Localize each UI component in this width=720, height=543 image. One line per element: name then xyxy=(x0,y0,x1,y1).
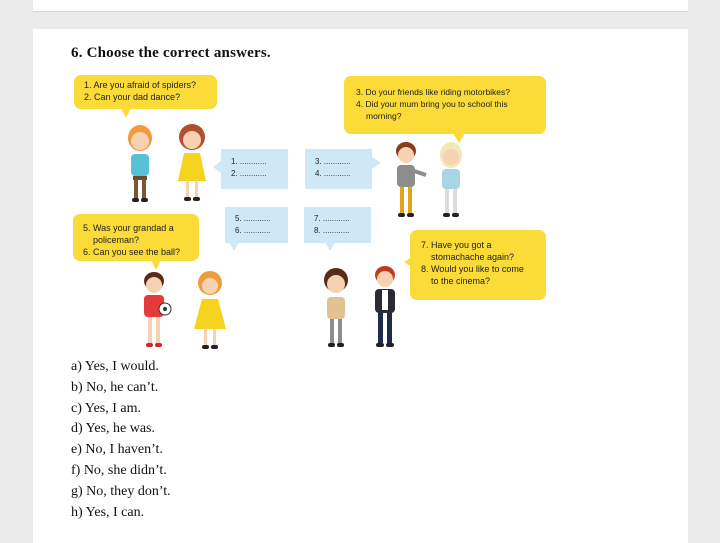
boy-grey-jacket-illustration xyxy=(388,141,428,223)
speech-bubble-questions-5-6 xyxy=(73,214,199,261)
bubble-tail xyxy=(229,242,239,251)
bubble-tail xyxy=(213,161,221,173)
girl-yellow-dress-illustration xyxy=(173,123,213,203)
blank-4: 4. ............ xyxy=(315,169,351,178)
boy-blue-shirt-illustration xyxy=(123,124,157,204)
question-7: 7. Have you got a xyxy=(421,240,492,250)
question-8: 8. Would you like to come xyxy=(421,264,524,274)
question-5: 5. Was your grandad a xyxy=(83,223,174,233)
previous-page-edge xyxy=(33,0,688,12)
boy-with-football-illustration xyxy=(136,269,176,353)
bubble-tail xyxy=(404,257,412,267)
answer-option-e: e) No, I haven’t. xyxy=(71,442,163,458)
worksheet-page xyxy=(33,29,688,543)
speech-bubble-questions-3-4 xyxy=(344,76,546,134)
bubble-tail xyxy=(325,242,335,251)
answer-option-a: a) Yes, I would. xyxy=(71,359,159,374)
question-1: 1. Are you afraid of spiders? xyxy=(84,80,197,90)
question-8-cont: to the cinema? xyxy=(431,276,491,286)
answer-option-d: d) Yes, he was. xyxy=(71,421,155,437)
answer-blanks-1-2 xyxy=(221,149,288,189)
answer-option-g: g) No, they don’t. xyxy=(71,483,171,499)
question-4: 4. Did your mum bring you to school this xyxy=(356,99,508,109)
blank-8: 8. ............ xyxy=(314,226,350,235)
blank-1: 1. ............ xyxy=(231,157,267,166)
question-7-cont: stomachache again? xyxy=(431,252,515,262)
exercise-title: 6. Choose the correct answers. xyxy=(71,45,271,61)
answer-options-list xyxy=(71,357,171,523)
bubble-tail xyxy=(372,157,381,169)
answer-option-c: c) Yes, I am. xyxy=(71,400,141,416)
answer-option-f: f) No, she didn’t. xyxy=(71,462,167,478)
girl-blonde-illustration xyxy=(433,141,469,223)
question-3: 3. Do your friends like riding motorbikes? xyxy=(356,87,511,97)
blank-3: 3. ............ xyxy=(315,157,351,166)
blank-7: 7. ............ xyxy=(314,214,350,223)
answer-blanks-5-6 xyxy=(225,207,288,243)
answer-option-b: b) No, he can’t. xyxy=(71,379,159,395)
girl-yellow-dress-2-illustration xyxy=(188,269,232,353)
answer-option-h: h) Yes, I can. xyxy=(71,504,145,520)
blank-2: 2. ............ xyxy=(231,169,267,178)
question-4-cont: morning? xyxy=(366,111,402,121)
blank-6: 6. ............ xyxy=(235,226,271,235)
blank-5: 5. ............ xyxy=(235,214,271,223)
answer-blanks-3-4 xyxy=(305,149,372,189)
question-6: 6. Can you see the ball? xyxy=(83,247,181,257)
answer-blanks-7-8 xyxy=(304,207,371,243)
boy-dark-jacket-illustration xyxy=(367,265,403,353)
question-5-cont: policeman? xyxy=(93,235,140,245)
boy-beige-sweater-illustration xyxy=(319,267,353,353)
question-2: 2. Can your dad dance? xyxy=(84,92,181,102)
speech-bubble-questions-1-2 xyxy=(74,75,217,109)
speech-bubble-questions-7-8 xyxy=(410,230,546,300)
bubble-tail xyxy=(121,108,131,118)
